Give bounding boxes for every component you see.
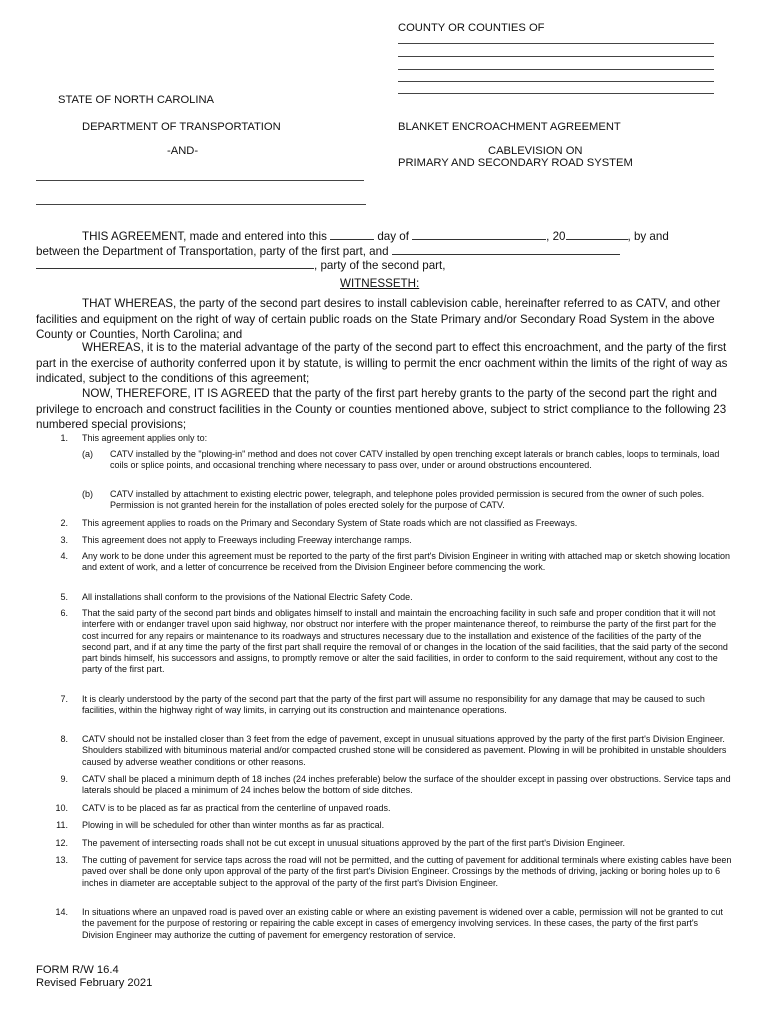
county-line-3[interactable] [398,69,714,70]
provision-text: This agreement does not apply to Freeways including Freeway interchange ramps. [82,535,412,545]
revised-date: Revised February 2021 [36,977,153,989]
provision-text: CATV installed by attachment to existing electric power, telegraph, and telephone poles provided permission is secured from the owner of such poles. Permission is not granted herein for the installation of poles erected solely for the purpose of CATV. [110,489,705,511]
provision-number: 13. [55,855,68,865]
provision-number: 5. [60,592,68,602]
provision-text: CATV installed by the "plowing-in" method and does not cover CATV installed by open trenching except laterals or branch cables, loops to terminals, load coils or splice points, and occasional trenching where necessary to pass over, under or around obstructions encountered. [110,449,720,471]
provision-number: 1. [60,433,68,443]
party-name-line-2[interactable] [36,204,366,205]
intro-line-3 [36,257,445,274]
intro-text-d: , by and [627,230,669,243]
intro-text-c: , 20 [546,230,566,243]
county-label: COUNTY OR COUNTIES OF [398,22,545,34]
provision-text: In situations where an unpaved road is paved over an existing cable or where an existing pavement is widened over a cable, permission will not be granted to cut the pavement for the purpose of restoring or repairing the cable except in cases of emergency involving services. In these cases, the party of the first part's Division Engineer may authorize the cutting of pavement for emergency restoration of service. [82,907,723,940]
witnesseth-heading: WITNESSETH: [340,277,420,290]
provision-text: The cutting of pavement for service taps across the road will not be permitted, and the cutting of pavement for additional terminals where existing cables have been paved over shall be done only upon approval of the party of the first part's Division Engineer. Crossings by the methods of driving, jacking or boring holes up to 6 inches in diameter are acceptable subject to the approval of the party of the first part's Division Engineer. [82,855,732,888]
provision-number: 11. [56,820,68,830]
provision-number: 14. [55,907,68,917]
intro-text-second: between the Department of Transportation, party of the first part, and [36,245,389,258]
form-number: FORM R/W 16.4 [36,964,119,976]
paragraph-whereas-2: WHEREAS, it is to the material advantage of the party of the second part to effect this encroachment, and the party of the first part in the exercise of authority conferred upon it by statute, is willing to permit the encr oachment within the limits of the right of way as indicated, subject to the conditions of this agreement; [36,341,728,386]
provision-number: 8. [60,734,68,744]
provision-text: Any work to be done under this agreement must be reported to the party of the first part's Division Engineer in writing with attached map or sketch showing location and extent of work, and a letter of concurrence be received from the Division Engineer before commencing the work. [82,551,731,573]
department-label: DEPARTMENT OF TRANSPORTATION [82,121,281,133]
paragraph-whereas-1: THAT WHEREAS, the party of the second part desires to install cablevision cable, hereinafter referred to as CATV, and other facilities and equipment on the right of way of certain public roads on the State Primary and/or Secondary Road System in the above County or Counties, North Carolina; and [36,297,721,342]
second-party-name-blank[interactable] [36,257,314,269]
provision-number: 10. [55,803,68,813]
paragraph-now-therefore: NOW, THEREFORE, IT IS AGREED that the party of the first part hereby grants to the party of the second part the right and privilege to encroach and construct facilities in the County or counties mentioned above, subject to strict compliance to the following 23 numbered special provisions; [36,387,727,432]
second-party-blank[interactable] [392,243,620,255]
provision-number: 12. [55,838,68,848]
party-name-line-1[interactable] [36,180,364,181]
road-system: PRIMARY AND SECONDARY ROAD SYSTEM [398,157,633,169]
provision-text: That the said party of the second part binds and obligates himself to install and maintain the encroaching facility in such safe and proper condition that it will not interfere with or endanger travel upon said highway, nor obstruct nor interfere with the proper maintenance thereof, to reimburse the party of the first part for the cost incurred for any repairs or maintenance to its roadways and structures necessary due to the installation and existence of the facilities of the party of the second part, and if at any time the party of the first part shall require the removal of or changes in the location of the said facilities, that the said party of the second part binds himself, his successors and assigns, to promptly remove or alter the said facilities, in order to conform to the said requirement, without any cost to the party of the first part. [82,608,728,675]
provision-number: (a) [82,449,93,459]
and-label: -AND- [167,145,199,157]
provision-text: This agreement applies only to: [82,433,208,443]
provision-number: 3. [60,535,68,545]
provision-number: 4. [60,551,68,561]
intro-text-a: THIS AGREEMENT, made and entered into this [82,230,327,243]
provision-number: 7. [60,694,68,704]
provision-text: The pavement of intersecting roads shall not be cut except in unusual situations approved by the part of the first part's Division Engineer. [82,838,626,848]
provision-text: All installations shall conform to the provisions of the National Electric Safety Code. [82,592,413,602]
day-blank[interactable] [330,228,374,240]
intro-text-b: day of [377,230,409,243]
county-line-2[interactable] [398,56,714,57]
provision-text: CATV is to be placed as far as practical from the centerline of unpaved roads. [82,803,391,813]
cablevision-on: CABLEVISION ON [488,145,583,157]
state-label: STATE OF NORTH CAROLINA [58,94,215,106]
provision-number: 9. [60,774,68,784]
provision-text: Plowing in will be scheduled for other than winter months as far as practical. [82,820,385,830]
year-blank[interactable] [566,228,628,240]
provision-number: (b) [82,489,93,499]
provision-text: It is clearly understood by the party of the second part that the party of the first part will assume no responsibility for any damage that may be caused to such facilities, within the highway right of way limits, in carrying out its construction and maintenance operations. [82,694,705,716]
agreement-title: BLANKET ENCROACHMENT AGREEMENT [398,121,621,133]
provision-text: CATV should not be installed closer than 3 feet from the edge of pavement, except in unusual situations approved by the party of the first part's Division Engineer. Shoulders stabilized with bituminous material and/or compacted crushed stone will be considered as pavement. Plowing in will be prohibited in unstable shoulders caused by adverse weather conditions or other reasons. [82,734,727,767]
provision-text: CATV shall be placed a minimum depth of 18 inches (24 inches preferable) below the surface of the shoulder except in passing over obstructions. Service taps and laterals should be placed a minimum of 24 inches below the bottom of side ditches. [82,774,731,796]
county-line-5[interactable] [398,93,714,94]
provision-number: 2. [60,518,68,528]
month-blank[interactable] [412,228,546,240]
county-line-1[interactable] [398,43,714,44]
provision-text: This agreement applies to roads on the Primary and Secondary System of State roads which are not classified as Freeways. [82,518,578,528]
intro-text-party: , party of the second part, [314,259,446,272]
provision-number: 6. [60,608,68,618]
county-line-4[interactable] [398,81,714,82]
